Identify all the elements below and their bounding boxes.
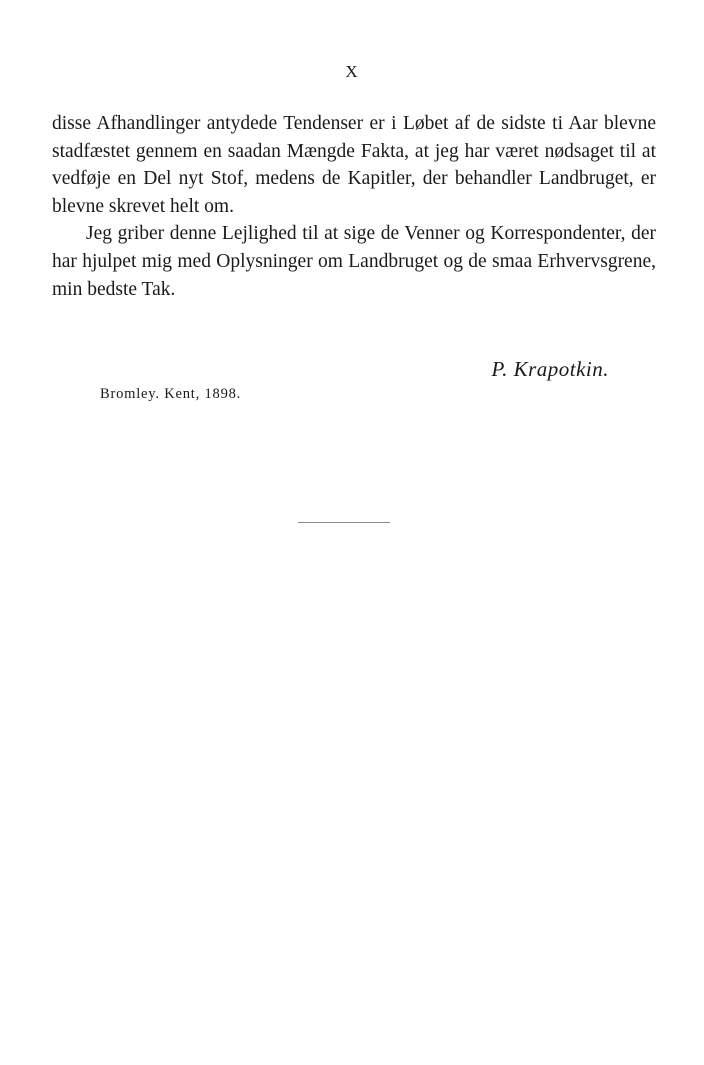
author-signature: P. Krapotkin. bbox=[491, 357, 609, 381]
place-and-date: Bromley. Kent, 1898. bbox=[100, 386, 242, 402]
paragraph-acknowledgement: Jeg griber denne Lejlighed til at sige de Venner og Korrespondenter, der har hjulpet mig med Oplysninger om Landbruget og de smaa Erhvervsgrene, min bedste Tak. bbox=[52, 223, 656, 300]
page-number: X bbox=[345, 62, 359, 81]
paragraph-continuation: disse Afhandlinger antydede Tendenser er i Løbet af de sidste ti Aar blevne stadfæstet gennem en saadan Mængde Fakta, at jeg har været nødsaget til at vedføje en Del nyt Stof, medens de Kapitler, der behandler Landbruget, er blevne skrevet helt om. bbox=[52, 113, 656, 217]
body-text bbox=[52, 110, 656, 303]
section-divider bbox=[298, 522, 390, 523]
